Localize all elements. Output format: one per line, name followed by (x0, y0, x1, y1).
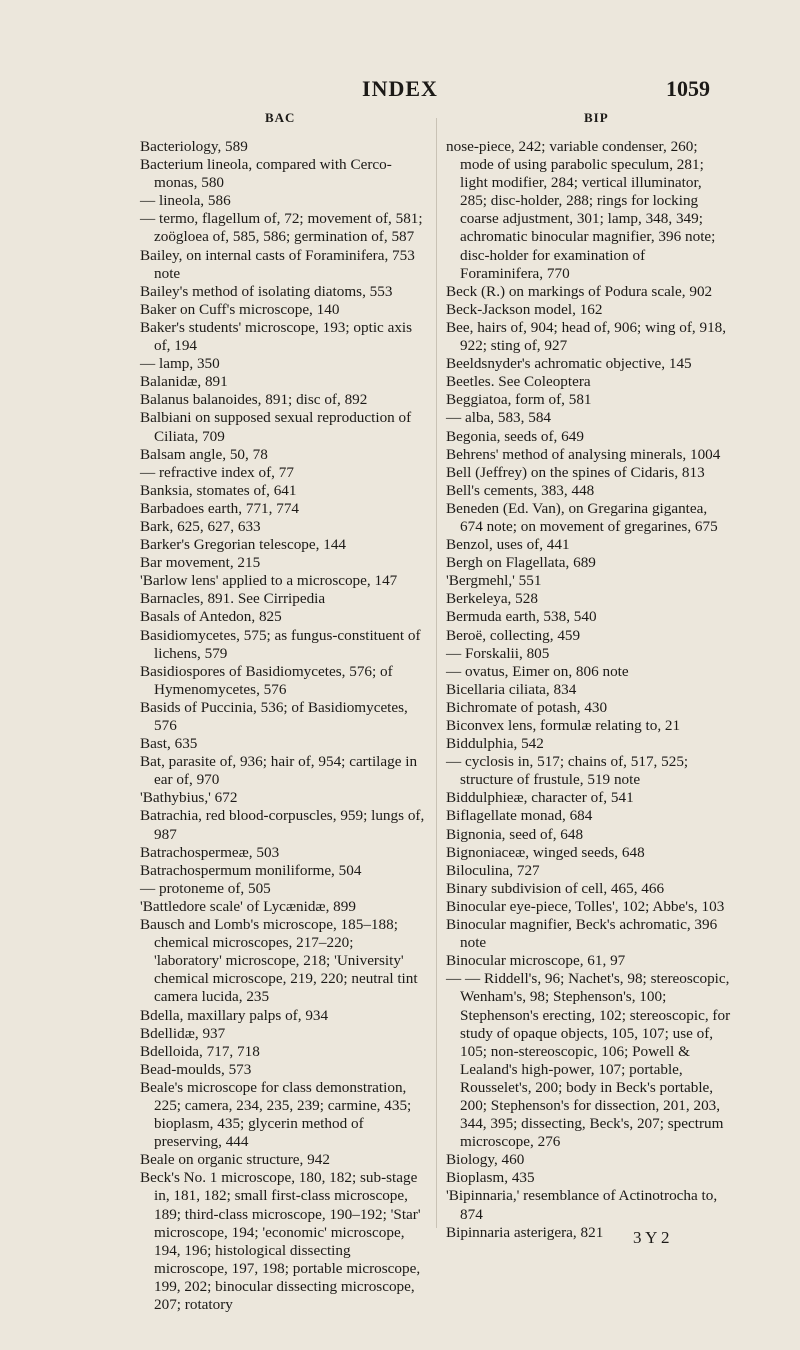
index-entry: Bee, hairs of, 904; head of, 906; wing of, 918, 922; sting of, 927 (446, 318, 727, 355)
running-head-left: BAC (265, 110, 296, 125)
index-entry: Batrachospermeæ, 503 (140, 843, 280, 861)
index-entry: Binocular magnifier, Beck's achromatic, 396 note (446, 916, 718, 952)
index-entry: Batrachia, red blood-corpuscles, 959; lungs of, 987 (140, 807, 425, 843)
right-index-column (446, 138, 731, 1242)
index-entry: — refractive index of, 77 (140, 463, 294, 481)
index-entry: Balanus balanoides, 891; disc of, 892 (140, 391, 368, 409)
index-entry: Banksia, stomates of, 641 (140, 481, 297, 499)
index-entry: Barnacles, 891. See Cirripedia (140, 590, 326, 608)
index-entry: Bdella, maxillary palps of, 934 (140, 1006, 329, 1024)
page-header-title: INDEX (362, 76, 438, 101)
index-entry: Bignoniaceæ, winged seeds, 648 (446, 843, 645, 861)
index-entry: Bergh on Flagellata, 689 (446, 554, 596, 572)
index-entry: — Forskalii, 805 (446, 644, 550, 662)
index-entry: 'Bipinnaria,' resemblance of Actinotrocha to, 874 (446, 1187, 718, 1223)
index-entry: Bignonia, seed of, 648 (446, 825, 584, 843)
index-entry: Bichromate of potash, 430 (446, 698, 608, 716)
index-entry: Beggiatoa, form of, 581 (446, 391, 592, 409)
index-entry: — ovatus, Eimer on, 806 note (446, 662, 629, 680)
index-entry: Bacteriology, 589 (140, 138, 248, 155)
index-entry: Biloculina, 727 (446, 861, 540, 879)
index-entry: Bell's cements, 383, 448 (446, 481, 595, 499)
left-index-column (140, 138, 425, 1314)
index-entry: Beck-Jackson model, 162 (446, 300, 603, 318)
index-entry: — lamp, 350 (140, 355, 220, 373)
index-entry: — — Riddell's, 96; Nachet's, 98; stereoscopic, Wenham's, 98; Stephenson's, 100; Stephenson's erecting, 102; stereoscopic, for study of opaque objects, 105, 107; use of, 105; non-stereoscopic, 106; Powell & Lealand's high-power, 107; portable, Rousselet's, 200; body in Beck's portable, 200; Stephenson's for dissection, 201, 203, 344, 395; dissecting, Beck's, 207; spectrum microscope, 276 (446, 970, 731, 1151)
index-entry: Bead-moulds, 573 (140, 1060, 252, 1078)
index-entry: Bipinnaria asterigera, 821 (446, 1223, 604, 1241)
index-entry: Balbiani on supposed sexual reproduction of Ciliata, 709 (140, 409, 412, 445)
index-entry: Behrens' method of analysing minerals, 1004 (446, 445, 721, 463)
index-entry: Binocular microscope, 61, 97 (446, 952, 626, 970)
index-entry: Berkeleya, 528 (446, 590, 538, 608)
index-entry: Beneden (Ed. Van), on Gregarina gigantea, 674 note; on movement of gregarines, 675 (446, 499, 718, 535)
index-entry: Beck's No. 1 microscope, 180, 182; sub-stage in, 181, 182; small first-class microscope, 189; third-class microscope, 190–192; 'Star' microscope, 194; 'economic' microscope, 194, 196; histological dissecting microscope, 197, 198; portable microscope, 199, 202; binocular dissecting microscope, 207; rotatory (140, 1169, 421, 1313)
index-entry: Bar movement, 215 (140, 554, 261, 572)
index-entry: Binocular eye-piece, Tolles', 102; Abbe's, 103 (446, 897, 725, 915)
index-entry: Benzol, uses of, 441 (446, 536, 570, 554)
index-entry: Beetles. See Coleoptera (446, 373, 591, 391)
index-entry: Bast, 635 (140, 735, 198, 753)
index-entry: Bioplasm, 435 (446, 1169, 535, 1187)
index-entry: Barbadoes earth, 771, 774 (140, 499, 300, 517)
index-entry: Basals of Antedon, 825 (140, 608, 282, 626)
index-entry: Bat, parasite of, 936; hair of, 954; cartilage in ear of, 970 (140, 753, 418, 789)
index-entry: Balsam angle, 50, 78 (140, 445, 268, 463)
index-entry: Bark, 625, 627, 633 (140, 517, 261, 535)
index-entry: Beroë, collecting, 459 (446, 626, 581, 644)
index-entry: Batrachospermum moniliforme, 504 (140, 861, 362, 879)
index-entry: Binary subdivision of cell, 465, 466 (446, 879, 665, 897)
index-entry: Basids of Puccinia, 536; of Basidiomycetes, 576 (140, 698, 408, 734)
index-entry: Beeldsnyder's achromatic objective, 145 (446, 355, 692, 373)
index-entry: Biconvex lens, formulæ relating to, 21 (446, 717, 681, 734)
index-entry: Balanidæ, 891 (140, 373, 228, 391)
index-entry: Bicellaria ciliata, 834 (446, 680, 577, 698)
index-entry: 'Barlow lens' applied to a microscope, 147 (140, 572, 398, 590)
index-entry: Biddulphia, 542 (446, 735, 544, 753)
index-entry: Bailey's method of isolating diatoms, 553 (140, 282, 393, 300)
index-entry: nose-piece, 242; variable condenser, 260; mode of using parabolic speculum, 281; light modifier, 284; vertical illuminator, 285; disc-holder, 288; rings for locking coarse adjustment, 301; lamp, 348, 349; achromatic binocular magnifier, 396 note; disc-holder for examination of Foraminifera, 770 (446, 138, 716, 282)
index-entry: 'Bergmehl,' 551 (446, 572, 542, 590)
index-entry: Begonia, seeds of, 649 (446, 427, 584, 445)
index-entry: Bailey, on internal casts of Foraminifera, 753 note (140, 246, 415, 282)
index-entry: Barker's Gregorian telescope, 144 (140, 536, 347, 554)
index-entry: — termo, flagellum of, 72; movement of, 581; zoögloea of, 585, 586; germination of, 587 (140, 210, 423, 246)
index-entry: — alba, 583, 584 (446, 409, 552, 427)
index-entry: Bacterium lineola, compared with Cerco-monas, 580 (140, 156, 392, 192)
index-entry: Bdelloida, 717, 718 (140, 1042, 260, 1060)
index-entry: 'Battledore scale' of Lycænidæ, 899 (140, 897, 356, 915)
running-head-right: BIP (584, 110, 609, 125)
index-entry: Bdellidæ, 937 (140, 1024, 226, 1042)
index-entry: Bermuda earth, 538, 540 (446, 608, 597, 626)
index-entry: Basidiomycetes, 575; as fungus-constituent of lichens, 579 (140, 626, 421, 662)
index-entry: Biddulphieæ, character of, 541 (446, 789, 634, 807)
index-entry: Biflagellate monad, 684 (446, 807, 593, 825)
index-entry: — protoneme of, 505 (140, 879, 271, 897)
index-entry: 'Bathybius,' 672 (140, 789, 238, 807)
index-entry: Beck (R.) on markings of Podura scale, 902 (446, 282, 713, 300)
index-entry: Basidiospores of Basidiomycetes, 576; of Hymenomycetes, 576 (140, 662, 393, 698)
index-entry: Biology, 460 (446, 1151, 525, 1169)
page-number: 1059 (666, 76, 710, 101)
signature-mark: 3 Y 2 (633, 1228, 670, 1247)
index-entry: Bell (Jeffrey) on the spines of Cidaris, 813 (446, 463, 705, 481)
index-entry: Baker's students' microscope, 193; optic axis of, 194 (140, 318, 413, 355)
index-entry: — cyclosis in, 517; chains of, 517, 525; structure of frustule, 519 note (446, 753, 689, 789)
index-entry: — lineola, 586 (140, 192, 231, 210)
index-entry: Beale on organic structure, 942 (140, 1151, 330, 1169)
index-entry: Bausch and Lomb's microscope, 185–188; chemical microscopes, 217–220; 'laboratory' microscope, 218; 'University' chemical microscope, 219, 220; neutral tint camera lucida, 235 (140, 916, 418, 1006)
index-entry: Baker on Cuff's microscope, 140 (140, 300, 340, 318)
index-entry: Beale's microscope for class demonstration, 225; camera, 234, 235, 239; carmine, 435; bioplasm, 435; glycerin method of preserving, 444 (140, 1078, 412, 1151)
column-divider (436, 118, 437, 1228)
